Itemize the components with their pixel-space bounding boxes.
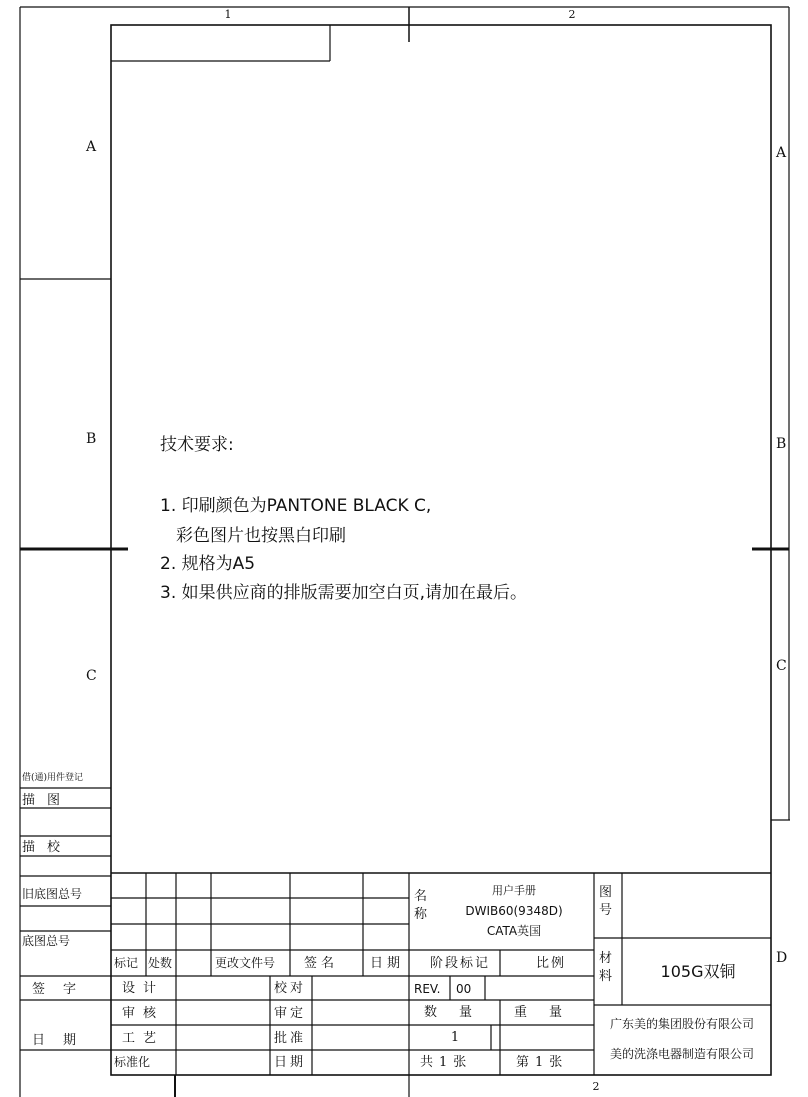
quantity-value: 1 xyxy=(450,1030,460,1045)
zone-number-2: 2 xyxy=(568,8,576,21)
base-number-label: 底图总号 xyxy=(22,934,71,948)
date-header: 日期 xyxy=(370,956,405,971)
weight-label: 重量 xyxy=(514,1005,585,1020)
zone-letter-a-left: A xyxy=(86,139,97,155)
company-subsidiary: 美的洗涤电器制造有限公司 xyxy=(609,1047,755,1061)
notes-heading: 技术要求: xyxy=(160,435,234,455)
count-header: 处数 xyxy=(148,956,173,970)
company-group: 广东美的集团股份有限公司 xyxy=(609,1017,755,1031)
mark-header: 标记 xyxy=(114,956,139,970)
zone-letter-c-left: C xyxy=(86,668,97,684)
zone-number-1: 1 xyxy=(224,8,232,21)
date-label: 日期 xyxy=(32,1033,95,1048)
process-label: 工艺 xyxy=(122,1031,165,1046)
zone-letter-d-right: D xyxy=(776,950,788,966)
document-title: 用户手册 xyxy=(492,884,536,897)
quantity-label: 数量 xyxy=(424,1005,495,1020)
sheet-number: 第1张 xyxy=(516,1055,569,1070)
note-1-continued: 彩色图片也按黑白印刷 xyxy=(176,526,346,546)
trace-checked-label: 描校 xyxy=(22,840,73,855)
design-label: 设计 xyxy=(122,981,165,996)
zone-number-2-bottom: 2 xyxy=(592,1080,600,1093)
change-doc-header: 更改文件号 xyxy=(215,956,276,970)
note-2: 2. 规格为A5 xyxy=(160,554,256,574)
total-sheets: 共1张 xyxy=(420,1055,473,1070)
model-number: DWIB60(9348D) xyxy=(465,904,563,918)
standardization-label: 标准化 xyxy=(114,1055,151,1069)
rev-value: 00 xyxy=(456,982,472,996)
note-3: 3. 如果供应商的排版需要加空白页,请加在最后。 xyxy=(160,583,528,603)
drawing-number-label: 图号 xyxy=(599,885,613,918)
stage-mark-header: 阶段标记 xyxy=(430,956,491,971)
customer-name: CATA英国 xyxy=(486,924,542,938)
approval-date-label: 日期 xyxy=(274,1055,307,1070)
zone-letter-b-left: B xyxy=(86,431,97,447)
name-label: 名称 xyxy=(414,889,428,922)
review-label: 审核 xyxy=(122,1006,165,1021)
material-value: 105G双铜 xyxy=(660,962,736,981)
finalize-label: 审定 xyxy=(274,1006,307,1021)
material-label: 材料 xyxy=(599,951,613,984)
note-1: 1. 印刷颜色为PANTONE BLACK C, xyxy=(160,496,432,516)
zone-letter-a-right: A xyxy=(776,145,787,161)
scale-header: 比例 xyxy=(536,956,567,971)
old-base-number-label: 旧底图总号 xyxy=(22,887,83,901)
signature-label: 签字 xyxy=(32,982,95,997)
zone-letter-b-right: B xyxy=(776,436,787,452)
proofread-label: 校对 xyxy=(274,981,307,996)
zone-letter-c-right: C xyxy=(776,658,787,674)
sign-header: 签名 xyxy=(304,956,339,971)
traced-label: 描图 xyxy=(22,793,73,808)
rev-label: REV. xyxy=(414,982,441,996)
borrowed-parts-label: 借(通)用件登记 xyxy=(22,773,84,783)
approve-label: 批准 xyxy=(274,1031,307,1046)
